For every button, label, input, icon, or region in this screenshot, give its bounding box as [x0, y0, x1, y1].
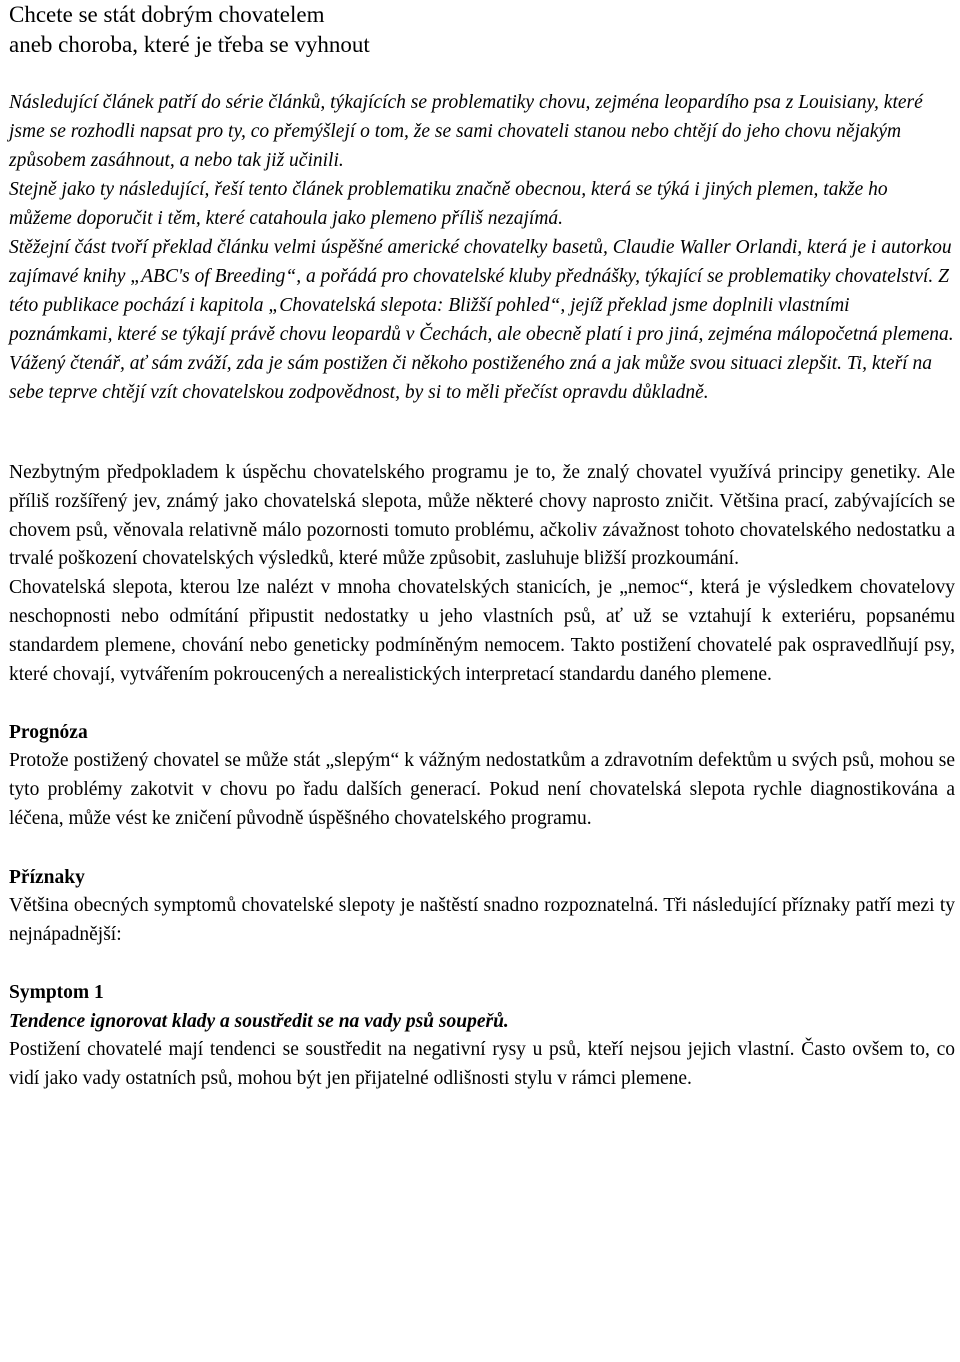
main-text	[9, 459, 955, 689]
intro-section	[9, 88, 955, 407]
intro-paragraph-1: Následující článek patří do série článků, týkajících se problematiky chovu, zejména leopardího psa z Louisiany, které jsme se rozhodli napsat pro ty, co přemýšlejí o tom, že se sami chovateli stanou nebo chtějí do jeho chovu nějakým způsobem zasáhnout, a nebo tak již učinili.	[9, 92, 923, 171]
prognosis-text: Protože postižený chovatel se může stát „slepým“ k vážným nedostatkům a zdravotním defektům u svých psů, mohou se tyto problémy zakotvit v chovu po řadu dalších generací. Pokud není chovatelská slepota rychle diagnostikována a léčena, může vést ke zničení původně úspěšného chovatelského programu.	[9, 750, 955, 829]
prognosis-heading: Prognóza	[9, 722, 88, 744]
intro-paragraph-4: Vážený čtenář, ať sám zváží, zda je sám postižen či někoho postiženého zná a jak může svou situaci zlepšit. Ti, kteří na sebe teprve chtějí vzít chovatelskou zodpovědnost, by si to měli přečíst opravdu důkladně.	[9, 353, 932, 403]
document-page	[9, 0, 955, 1094]
intro-paragraph-3: Stěžejní část tvoří překlad článku velmi úspěšné americké chovatelky basetů, Claudie Waller Orlandi, která je i autorkou zajímavé knihy „ABC's of Breeding“, a pořádá pro chovatelské kluby přednášky, týkající se problematiky chovatelství. Z této publikace pochází i kapitola „Chovatelská slepota: Bližší pohled“, jejíž překlad jsme doplnili vlastními poznámkami, které se týkají právě chovu leopardů v Čechách, ale obecně platí i pro jiná, zejména málopočetná plemena.	[9, 237, 954, 345]
title-line-2: aneb choroba, které je třeba se vyhnout	[9, 32, 370, 57]
symptoms-heading: Příznaky	[9, 866, 85, 888]
body-paragraph-1: Nezbytným předpokladem k úspěchu chovatelského programu je to, že znalý chovatel využívá principy genetiky. Ale příliš rozšířený jev, známý jako chovatelská slepota, může některé chovy naprosto zničit. Většina prací, zabývajících se chovem psů, věnovala relativně málo pozornosti tomuto problému, ačkoliv závažnost tohoto chovatelského nedostatku a trvalé poškození chovatelských výsledků, které může způsobit, zasluhuje bližší prozkoumání.	[9, 462, 955, 570]
symptom-1-section	[9, 978, 955, 1094]
symptom-1-subheading: Tendence ignorovat klady a soustředit se na vady psů soupeřů.	[9, 1011, 509, 1033]
prognosis-section	[9, 718, 955, 833]
symptom-1-heading: Symptom 1	[9, 982, 104, 1004]
symptoms-section	[9, 863, 955, 950]
symptom-1-text: Postižení chovatelé mají tendenci se soustředit na negativní rysy u psů, kteří nejsou jejich vlastní. Často ovšem to, co vidí jako vady ostatních psů, mohou být jen přijatelné odlišnosti stylu v rámci plemene.	[9, 1039, 955, 1090]
intro-paragraph-2: Stejně jako ty následující, řeší tento článek problematiku značně obecnou, která se týká i jiných plemen, takže ho můžeme doporučit i těm, které catahoula jako plemeno příliš nezajímá.	[9, 179, 888, 229]
body-paragraph-2: Chovatelská slepota, kterou lze nalézt v mnoha chovatelských stanicích, je „nemoc“, která je výsledkem chovatelovy neschopnosti nebo odmítání připustit nedostatky u jeho vlastních psů, ať už se vztahují k exteriéru, popsanému standardem plemene, chování nebo geneticky podmíněným nemocem. Takto postižení chovatelé pak ospravedlňují psy, které chovají, vytvářením pokroucených a nerealistických interpretací standardu daného plemene.	[9, 577, 955, 685]
document-title	[9, 0, 955, 60]
title-line-1: Chcete se stát dobrým chovatelem	[9, 2, 325, 27]
symptoms-text: Většina obecných symptomů chovatelské slepoty je naštěstí snadno rozpoznatelná. Tři následující příznaky patří mezi ty nejnápadnější:	[9, 894, 955, 945]
